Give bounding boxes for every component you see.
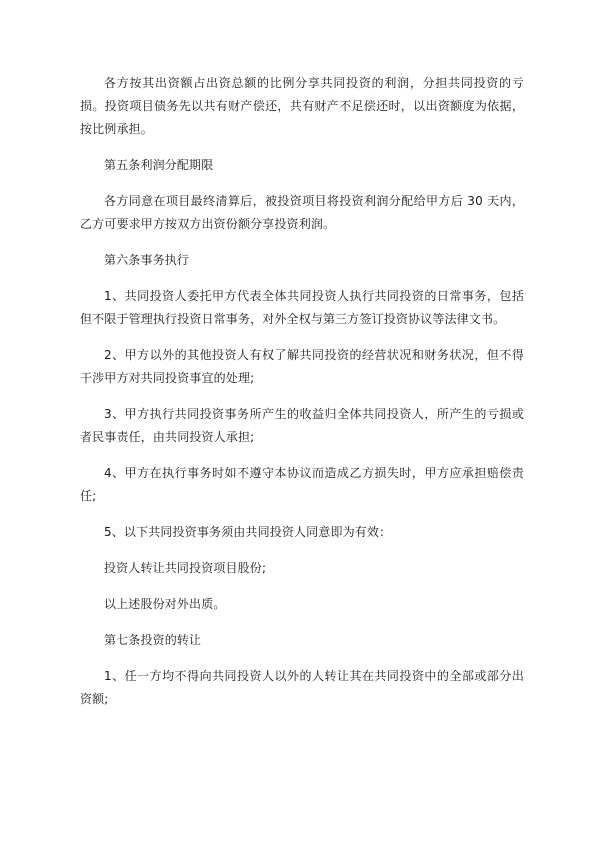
clause-6-3: 3、甲方执行共同投资事务所产生的收益归全体共同投资人，所产生的亏损或者民事责任，由共同投资人承担;: [80, 407, 524, 444]
article-5-heading: 第五条利润分配期限: [104, 158, 214, 172]
article-7-heading: 第七条投资的转让: [104, 633, 202, 647]
document-body: [80, 72, 524, 724]
clause-6-2: 2、甲方以外的其他投资人有权了解共同投资的经营状况和财务状况，但不得干涉甲方对共同投资事宜的处理;: [80, 348, 524, 385]
profit-distribution-paragraph: 各方同意在项目最终清算后，被投资项目将投资利润分配给甲方后 30 天内，乙方可要求甲方按双方出资份额分享投资利润。: [80, 194, 524, 231]
clause-6-5-item-1: 投资人转让共同投资项目股份;: [104, 561, 267, 575]
article-6-heading: 第六条事务执行: [104, 253, 190, 267]
clause-6-1: 1、共同投资人委托甲方代表全体共同投资人执行共同投资的日常事务，包括但不限于管理执行投资日常事务，对外全权与第三方签订投资协议等法律文书。: [80, 289, 524, 326]
clause-6-5: 5、以下共同投资事务须由共同投资人同意即为有效：: [104, 525, 392, 539]
clause-6-4: 4、甲方在执行事务时如不遵守本协议而造成乙方损失时，甲方应承担赔偿责任;: [80, 466, 524, 503]
clause-6-5-item-2: 以上述股份对外出质。: [104, 597, 226, 611]
profit-sharing-paragraph: 各方按其出资额占出资总额的比例分享共同投资的利润，分担共同投资的亏损。投资项目债务先以共有财产偿还，共有财产不足偿还时，以出资额度为依据，按比例承担。: [80, 76, 524, 136]
clause-7-1: 1、任一方均不得向共同投资人以外的人转让其在共同投资中的全部或部分出资额;: [80, 669, 524, 706]
